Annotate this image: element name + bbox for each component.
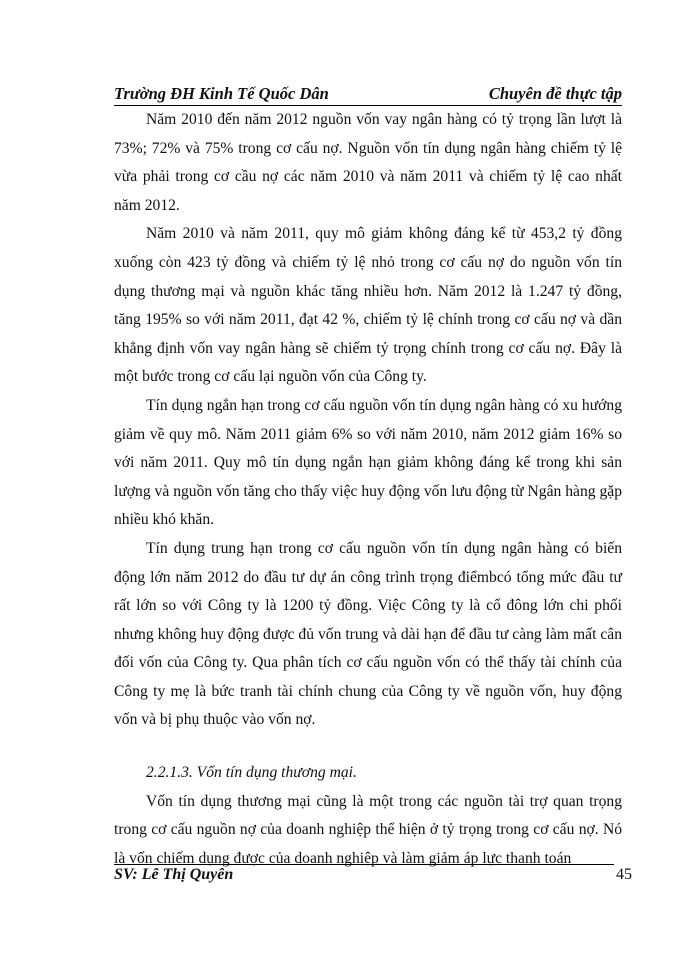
paragraph-medium-term-credit: Tín dụng trung hạn trong cơ cấu nguồn vốn tín dụng ngân hàng có biến động lớn năm 2012 do đầu tư dự án công trình trọng điểmbcó tổng mức đầu tư rất lớn so với Công ty là 1200 tỷ đồng. Việc Công ty là cổ đông lớn chi phối nhưng không huy động được đủ vốn trung và dài hạn để đầu tư càng làm mất cân đối vốn của Công ty. Qua phân tích cơ cấu nguồn vốn có thể thấy tài chính của Công ty mẹ là bức tranh tài chính chung của Công ty về nguồn vốn, huy động vốn và bị phụ thuộc vào vốn nợ. [114, 539, 622, 729]
document-body [114, 106, 622, 873]
paragraph-short-term-credit: Tín dụng ngắn hạn trong cơ cấu nguồn vốn tín dụng ngân hàng có xu hướng giảm về quy mô. Năm 2011 giảm 6% so với năm 2010, năm 2012 giảm 16% so với năm 2011. Quy mô tín dụng ngắn hạn giảm không đáng kể trong khi sản lượng và nguồn vốn tăng cho thấy việc huy động vốn lưu động từ Ngân hàng gặp nhiều khó khăn. [114, 396, 622, 529]
page-header [114, 84, 622, 104]
footer-divider [114, 864, 614, 865]
page-number: 45 [616, 866, 632, 883]
paragraph-trade-credit: Vốn tín dụng thương mại cũng là một trong các nguồn tài trợ quan trọng trong cơ cấu nguồn nợ của doanh nghiệp thể hiện ở tỷ trọng trong cơ cấu nợ. Nó là vốn chiếm dụng được của doanh nghiệp và làm giảm áp lực thanh toán [114, 792, 622, 867]
header-document-type: Chuyên đề thực tập [488, 84, 622, 103]
footer-student-name: SV: Lê Thị Quyên [114, 866, 234, 883]
header-school-name: Trường ĐH Kinh Tế Quốc Dân [114, 84, 329, 103]
paragraph-bank-loan-share: Năm 2010 đến năm 2012 nguồn vốn vay ngân hàng có tỷ trọng lần lượt là 73%; 72% và 75% trong cơ cấu nợ. Nguồn vốn tín dụng ngân hàng chiếm tỷ lệ vừa phải trong cơ cầu nợ các năm 2010 và năm 2011 và chiếm tỷ lệ cao nhất năm 2012. [114, 111, 622, 214]
page-footer [114, 866, 632, 884]
paragraph-loan-scale: Năm 2010 và năm 2011, quy mô giảm không đáng kể từ 453,2 tỷ đồng xuống còn 423 tỷ đồng và chiếm tỷ lệ nhỏ trong cơ cấu nợ do nguồn vốn tín dụng thương mại và nguồn khác tăng nhiều hơn. Năm 2012 là 1.247 tỷ đồng, tăng 195% so với năm 2011, đạt 42 %, chiếm tỷ lệ chính trong cơ cấu nợ và dần khẳng định vốn vay ngân hàng sẽ chiếm tỷ trọng chính trong cơ cấu nợ. Đây là một bước trong cơ cấu lại nguồn vốn của Công ty. [114, 225, 622, 386]
section-heading: 2.2.1.3. Vốn tín dụng thương mại. [146, 764, 357, 782]
